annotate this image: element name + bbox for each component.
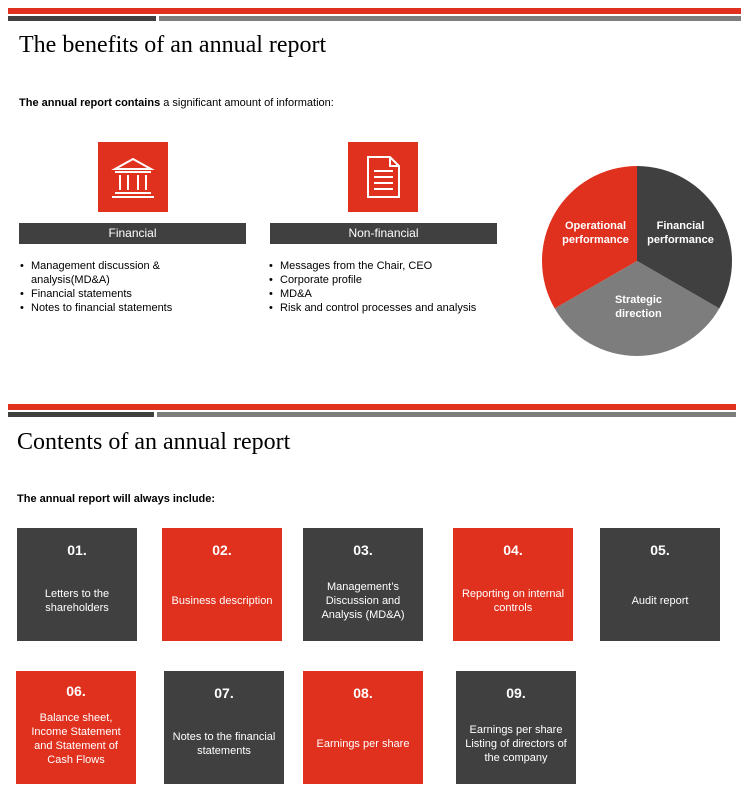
- content-card-02: [162, 528, 282, 641]
- header-bar-red: [8, 8, 741, 14]
- pie-label-financial: Financial performance: [647, 220, 714, 246]
- benefits-title: The benefits of an annual report: [19, 32, 327, 58]
- card-label: Business description: [171, 594, 273, 607]
- non-financial-list: [268, 259, 508, 315]
- focus-pie-chart: [542, 166, 732, 356]
- card-number: 05.: [650, 542, 670, 558]
- content-card-08: [303, 671, 423, 784]
- contents-intro: [17, 493, 215, 505]
- benefits-intro: [19, 97, 334, 109]
- contents-intro-text: The annual report will always include:: [17, 493, 216, 505]
- benefits-intro-rest: a significant amount of information:: [160, 97, 334, 109]
- card-label: Management’s Discussion and Analysis (MD&A): [321, 580, 405, 621]
- content-card-07: [164, 671, 284, 784]
- header-bar-gray: [157, 412, 736, 417]
- header-bar-gray: [159, 16, 741, 21]
- card-number: 04.: [503, 542, 523, 558]
- card-number: 07.: [214, 685, 234, 701]
- card-label: Balance sheet, Income Statement and Statement of Cash Flows: [31, 711, 121, 766]
- card-number: 01.: [67, 542, 87, 558]
- pie-label-strategic: Strategic direction: [614, 294, 663, 320]
- card-number: 09.: [506, 685, 526, 701]
- card-number: 06.: [66, 683, 86, 699]
- card-label: Earnings per share: [316, 737, 410, 750]
- header-bar-dark: [8, 16, 156, 21]
- list-item: • Notes to financial statements: [19, 301, 219, 315]
- list-item: • Financial statements: [19, 287, 219, 301]
- card-label: Letters to the shareholders: [44, 587, 110, 614]
- content-card-05: [600, 528, 720, 641]
- header-bar-red: [8, 404, 736, 410]
- content-card-01: [17, 528, 137, 641]
- document-icon: [348, 142, 418, 212]
- financial-heading: Financial: [19, 223, 246, 244]
- list-item: • MD&A: [268, 287, 508, 301]
- card-label: Reporting on internal controls: [461, 587, 565, 614]
- card-label: Audit report: [631, 594, 689, 607]
- content-card-09: [456, 671, 576, 784]
- list-item: • Messages from the Chair, CEO: [268, 259, 508, 273]
- card-number: 08.: [353, 685, 373, 701]
- financial-list: [19, 259, 219, 315]
- list-item: • Risk and control processes and analysis: [268, 301, 508, 315]
- content-card-04: [453, 528, 573, 641]
- contents-title: Contents of an annual report: [17, 429, 291, 455]
- card-label: Earnings per share Listing of directors of the company: [465, 723, 567, 764]
- card-number: 02.: [212, 542, 232, 558]
- card-label: Notes to the financial statements: [172, 730, 276, 757]
- list-item: • Management discussion & analysis(MD&A): [19, 259, 219, 287]
- pie-label-operational: Operational performance: [562, 220, 629, 246]
- benefits-intro-bold: The annual report contains: [19, 97, 161, 109]
- header-bar-dark: [8, 412, 154, 417]
- card-number: 03.: [353, 542, 373, 558]
- list-item: • Corporate profile: [268, 273, 508, 287]
- content-card-06: [16, 671, 136, 784]
- bank-building-icon: [98, 142, 168, 212]
- content-card-03: [303, 528, 423, 641]
- non-financial-heading: Non-financial: [270, 223, 497, 244]
